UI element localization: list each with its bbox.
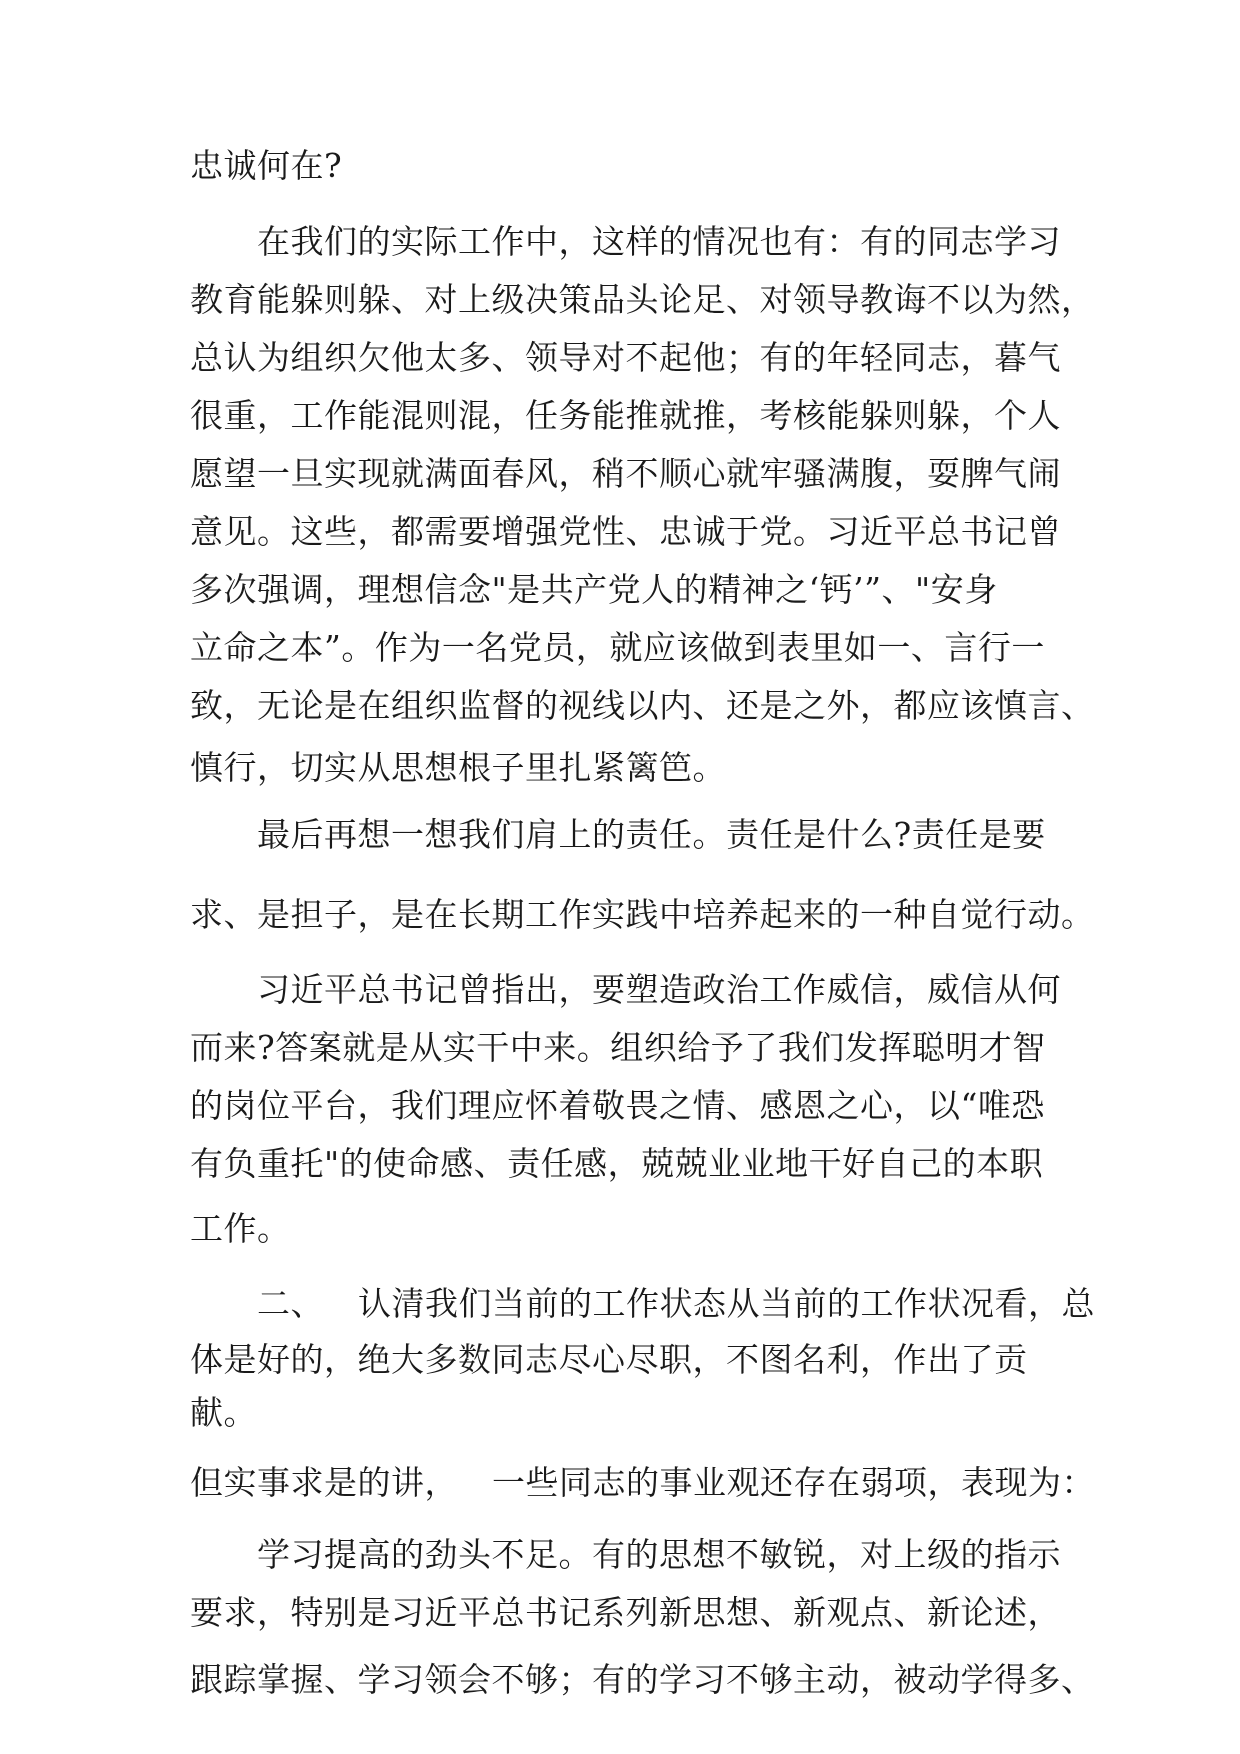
text-line: 要求，特别是习近平总书记系列新思想、新观点、新论述， (190, 1593, 1061, 1632)
paragraph-first-line: 习近平总书记曾指出，要塑造政治工作威信，威信从何 (257, 970, 1061, 1009)
text-line: 意见。这些，都需要增强党性、忠诚于党。习近平总书记曾 (190, 512, 1061, 551)
text-line: 的岗位平台，我们理应怀着敬畏之情、感恩之心，以“唯恐 (190, 1086, 1045, 1125)
text-segment: 但实事求是的讲， (190, 1463, 458, 1502)
text-line (190, 1463, 1095, 1503)
section-heading-line (257, 1284, 1095, 1324)
text-line: 慎行，切实从思想根子里扎紧篱笆。 (190, 748, 726, 787)
paragraph-first-line: 最后再想一想我们肩上的责任。责任是什么?责任是要 (257, 815, 1046, 854)
text-line: 求、是担子，是在长期工作实践中培养起来的一种自觉行动。 (190, 895, 1095, 934)
section-number: 二、 (257, 1284, 324, 1323)
paragraph-first-line: 学习提高的劲头不足。有的思想不敏锐，对上级的指示 (257, 1535, 1061, 1574)
text-line: 献。 (190, 1393, 257, 1432)
text-line: 有负重托"的使命感、责任感，兢兢业业地干好自己的本职 (190, 1144, 1044, 1183)
text-line: 多次强调，理想信念"是共产党人的精神之‘钙’”、"安身 (190, 570, 998, 609)
text-line: 很重，工作能混则混，任务能推就推，考核能躲则躲，个人 (190, 396, 1061, 435)
text-line: 工作。 (190, 1209, 291, 1248)
section-heading-text: 认清我们当前的工作状态从当前的工作状况看，总 (358, 1284, 1095, 1323)
text-line: 总认为组织欠他太多、领导对不起他；有的年轻同志，暮气 (190, 338, 1061, 377)
paragraph-first-line: 在我们的实际工作中，这样的情况也有：有的同志学习 (257, 222, 1061, 261)
text-line: 致，无论是在组织监督的视线以内、还是之外，都应该慎言、 (190, 686, 1095, 725)
text-line: 忠诚何在? (190, 146, 343, 185)
text-line: 教育能躲则躲、对上级决策品头论足、对领导教诲不以为然， (190, 280, 1095, 319)
text-line: 跟踪掌握、学习领会不够；有的学习不够主动，被动学得多、 (190, 1660, 1095, 1699)
text-segment: 一些同志的事业观还存在弱项，表现为： (492, 1463, 1095, 1502)
text-line: 愿望一旦实现就满面春风，稍不顺心就牢骚满腹，耍脾气闹 (190, 454, 1061, 493)
text-line: 立命之本”。作为一名党员，就应该做到表里如一、言行一 (190, 628, 1045, 667)
text-line: 体是好的，绝大多数同志尽心尽职，不图名利，作出了贡 (190, 1340, 1028, 1379)
text-line: 而来?答案就是从实干中来。组织给予了我们发挥聪明才智 (190, 1028, 1046, 1067)
